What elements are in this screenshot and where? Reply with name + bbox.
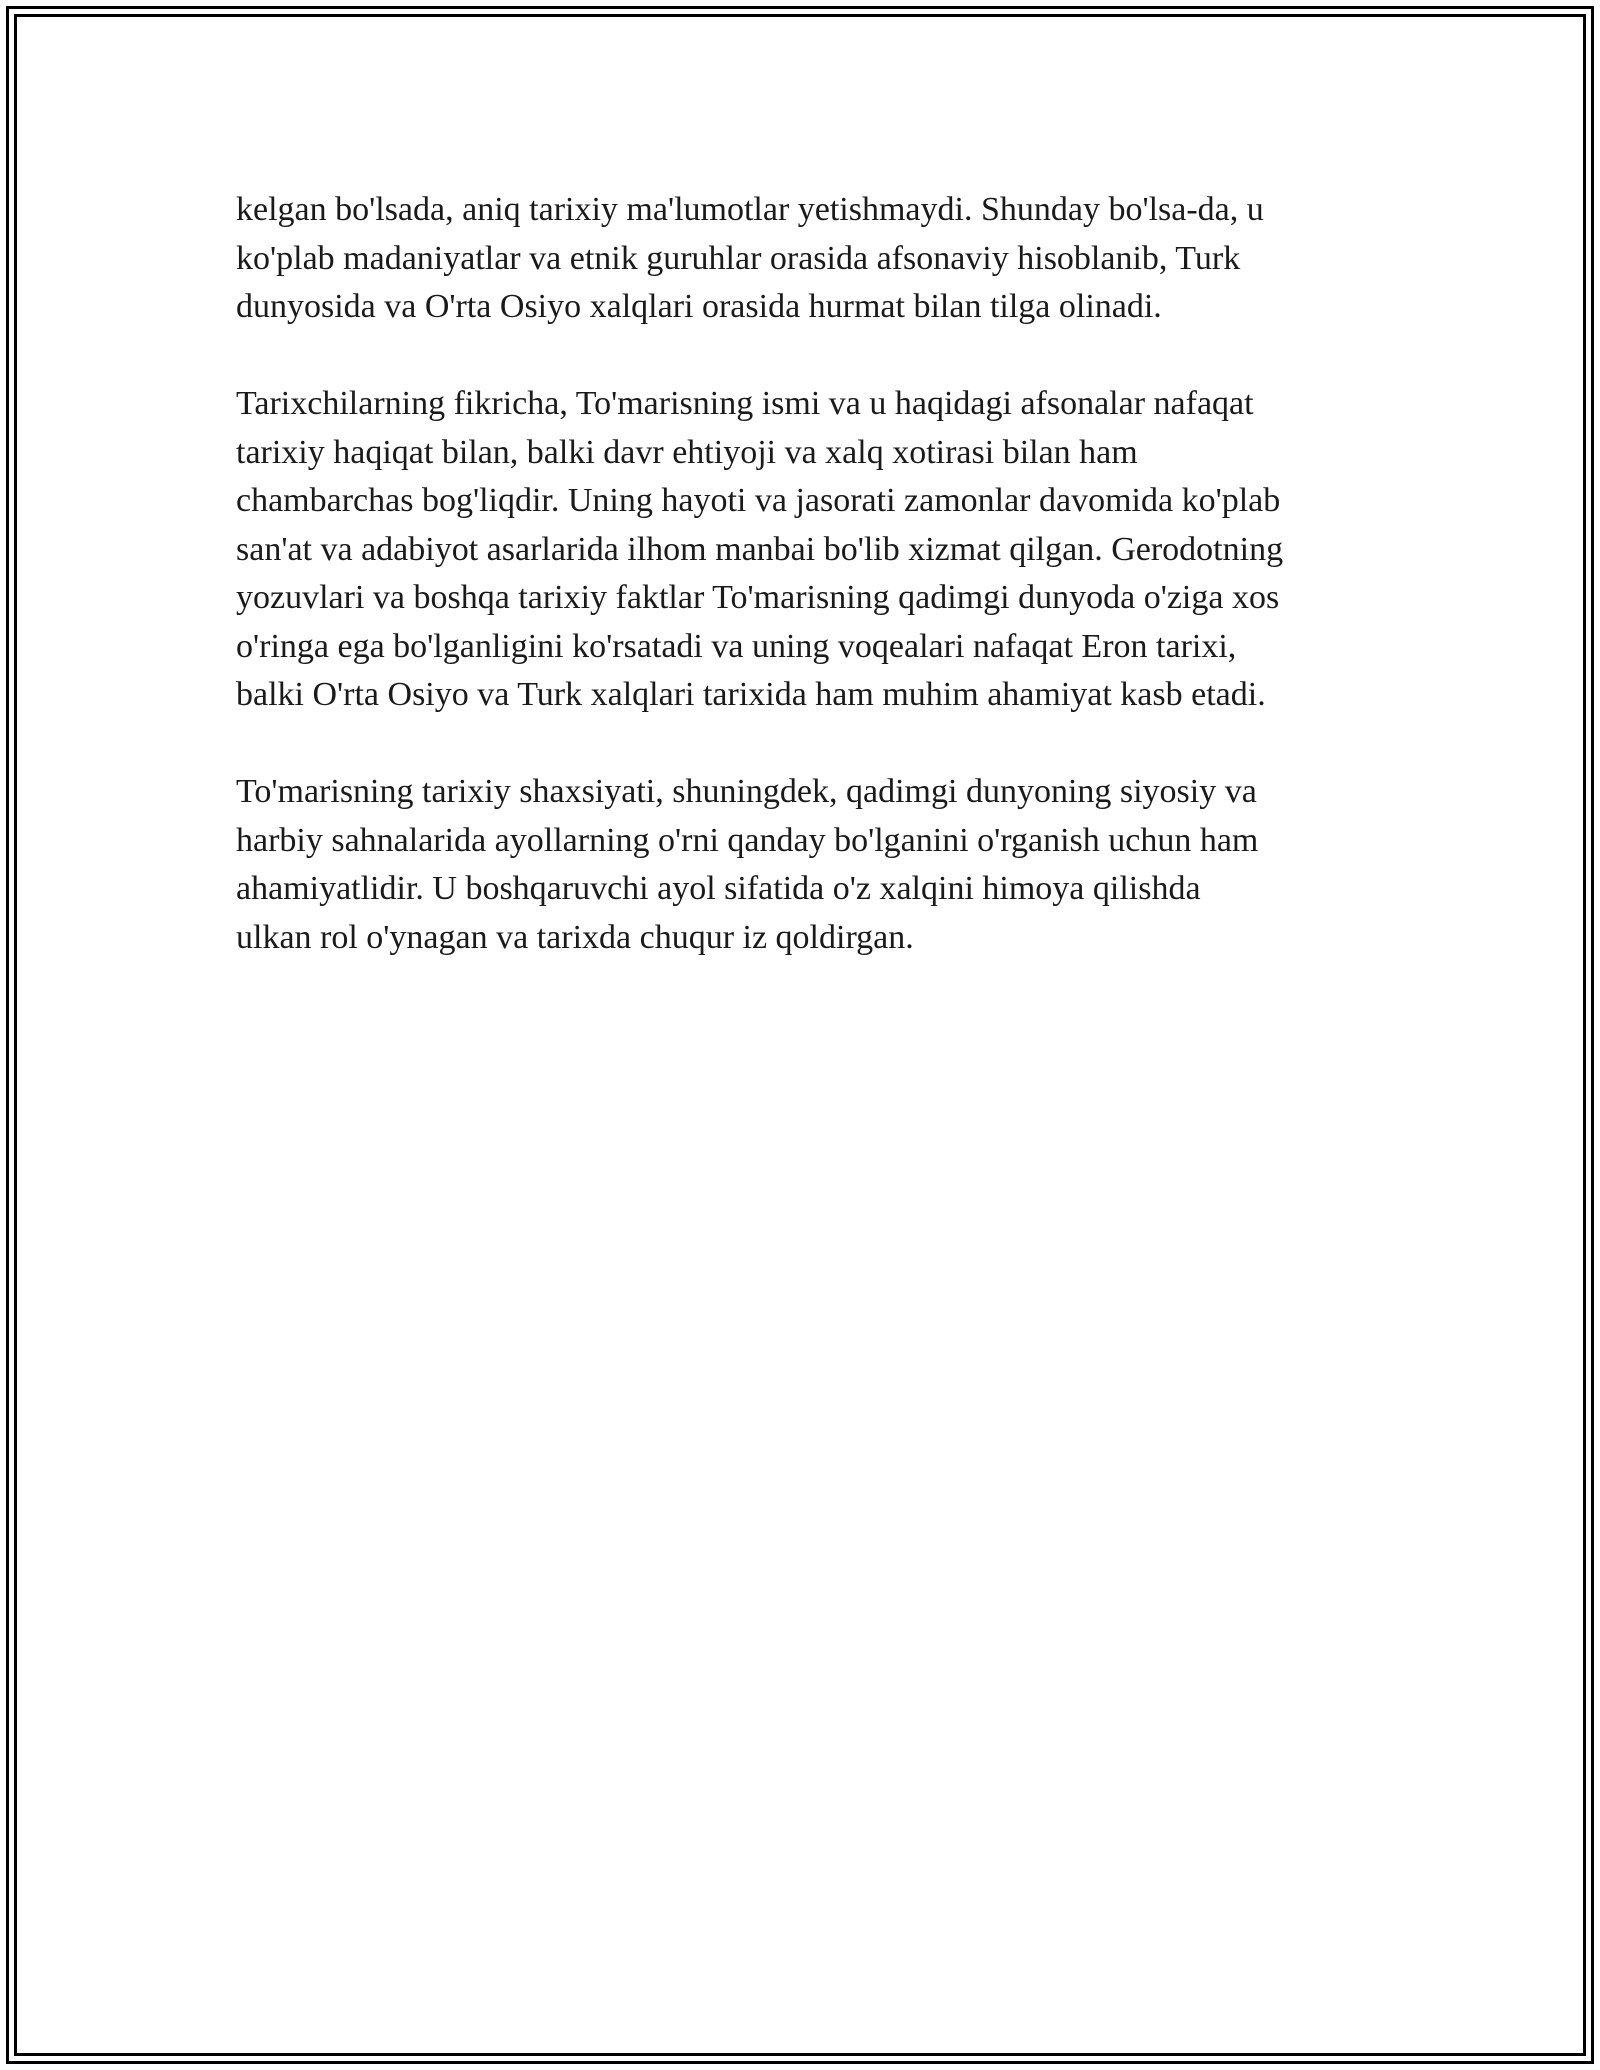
text-line: balki O'rta Osiyo va Turk xalqlari tarixida ham muhim ahamiyat kasb etadi. <box>236 676 1266 713</box>
document-body <box>236 186 1376 1011</box>
text-line: Tarixchilarning fikricha, To'marisning ismi va u haqidagi afsonalar nafaqat <box>236 385 1254 422</box>
text-line: tarixiy haqiqat bilan, balki davr ehtiyoji va xalq xotirasi bilan ham <box>236 433 1138 471</box>
text-line: ko'plab madaniyatlar va etnik guruhlar orasida afsonaviy hisoblanib, Turk <box>236 239 1241 277</box>
text-line: chambarchas bog'liqdir. Uning hayoti va jasorati zamonlar davomida ko'plab <box>236 482 1281 519</box>
text-line: san'at va adabiyot asarlarida ilhom manbai bo'lib xizmat qilgan. Gerodotning <box>236 530 1284 568</box>
text-line: o'ringa ega bo'lganligini ko'rsatadi va uning voqealari nafaqat Eron tarixi, <box>236 627 1237 665</box>
paragraph-1 <box>236 186 1376 332</box>
text-line: kelgan bo'lsada, aniq tarixiy ma'lumotlar yetishmaydi. Shunday bo'lsa-da, u <box>236 191 1264 228</box>
text-line: yozuvlari va boshqa tarixiy faktlar To'marisning qadimgi dunyoda o'ziga xos <box>236 579 1280 616</box>
text-line: ulkan rol o'ynagan va tarixda chuqur iz qoldirgan. <box>236 918 914 956</box>
paragraph-2 <box>236 380 1376 720</box>
paragraph-3 <box>236 768 1376 962</box>
text-line: dunyosida va O'rta Osiyo xalqlari orasida hurmat bilan tilga olinadi. <box>236 288 1162 325</box>
text-line: harbiy sahnalarida ayollarning o'rni qanday bo'lganini o'rganish uchun ham <box>236 821 1259 859</box>
text-line: ahamiyatlidir. U boshqaruvchi ayol sifatida o'z xalqini himoya qilishda <box>236 870 1201 907</box>
text-line: To'marisning tarixiy shaxsiyati, shuningdek, qadimgi dunyoning siyosiy va <box>236 773 1257 810</box>
